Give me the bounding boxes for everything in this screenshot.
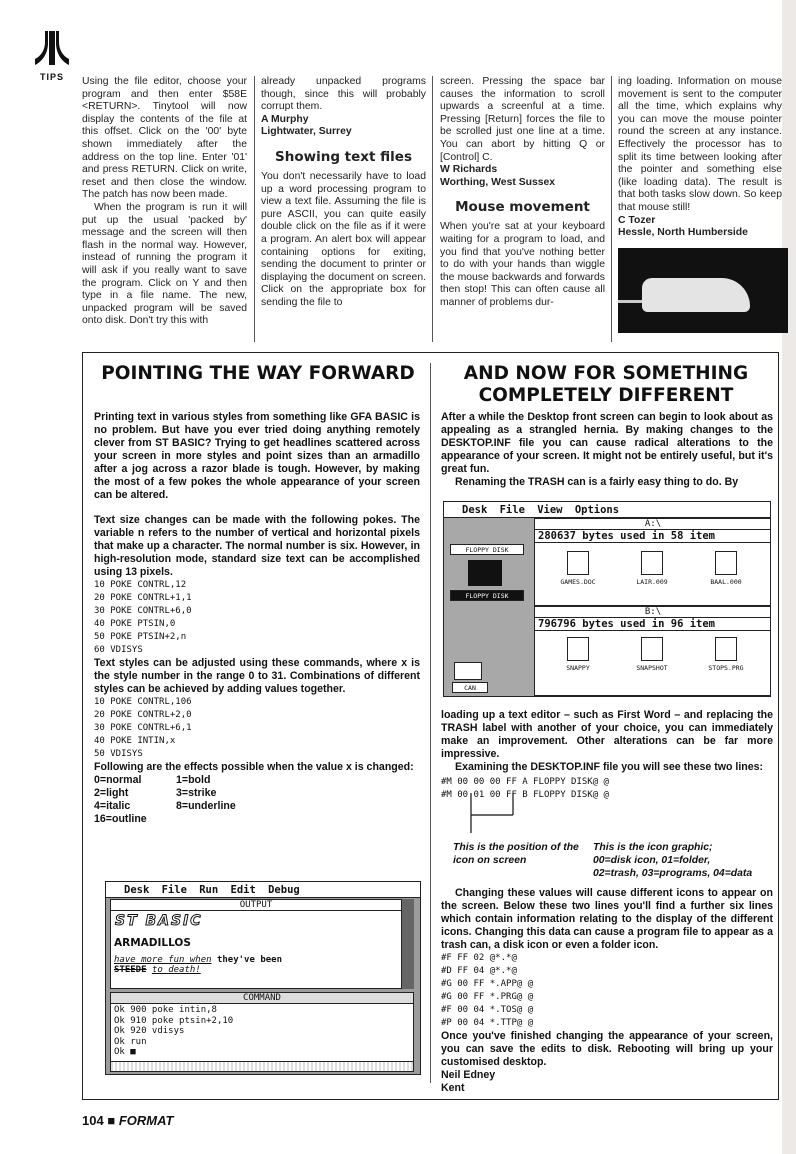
left-heading: POINTING THE WAY FORWARD [101, 363, 415, 384]
window-title: B:\ [535, 607, 771, 618]
page-footer [82, 1113, 173, 1128]
code-line: #P 00 04 *.TTP@ @ [441, 1018, 534, 1028]
page-number: 104 [82, 1113, 104, 1128]
code-block-style [94, 696, 420, 761]
code-line: 20 POKE CONTRL+1,1 [94, 593, 192, 603]
code-line: 20 POKE CONTRL+2,0 [94, 710, 192, 720]
author-place: Lightwater, Surrey [261, 126, 352, 138]
paragraph: When you're sat at your keyboard waiting for a program to load, and you find that you've nothing better to do with your hands than wiggle the mouse backwards and forwards then stop! This can often cause all manner of problems dur- [440, 221, 605, 308]
right-article-bottom [441, 887, 773, 1095]
st-basic-title: ST BASIC [115, 913, 203, 929]
effect-item: 2=light [94, 787, 129, 799]
drive-icon-a[interactable]: FLOPPY DISK [450, 544, 524, 555]
trash-label: CAN [452, 682, 488, 693]
italic-text: have more fun when [114, 955, 212, 965]
file-icon[interactable] [541, 637, 615, 672]
column-divider [611, 76, 612, 342]
gem-desktop-screenshot [443, 501, 771, 697]
command-line: Ok ■ [114, 1047, 136, 1057]
caption-line: This is the icon graphic; [593, 842, 713, 853]
code-line: 10 POKE CONTRL,12 [94, 580, 187, 590]
code-line: 30 POKE CONTRL+6,0 [94, 606, 192, 616]
page-edge-shadow [782, 0, 796, 1154]
column-divider [254, 76, 255, 342]
file-label: GAMES.DOC [560, 578, 596, 586]
magazine-name: FORMAT [118, 1113, 174, 1128]
paragraph: Once you've finished changing the appearance of your screen, you can save the edits to disk. Rebooting will bring up your customised desktop. [441, 1030, 773, 1068]
code-line: #G 00 FF *.APP@ @ [441, 979, 534, 989]
code-line: 60 VDISYS [94, 645, 143, 655]
file-label: BAAL.000 [710, 578, 742, 586]
code-line: #F 00 04 *.TOS@ @ [441, 1005, 534, 1015]
paragraph: loading up a text editor – such as First Word – and replacing the TRASH label with another of your choice, you can immediately make an improvement. Other alterations can be far more impressive. [441, 709, 773, 760]
code-block-size [94, 579, 420, 657]
strike-text: STEEDE [114, 965, 147, 975]
author-name: W Richards [440, 164, 498, 176]
author-name: Neil Edney [441, 1069, 496, 1081]
drive-icon-b[interactable]: FLOPPY DISK [450, 590, 524, 601]
file-icon[interactable] [689, 637, 763, 672]
file-icon[interactable] [615, 551, 689, 586]
code-line: 30 POKE CONTRL+6,1 [94, 723, 192, 733]
styled-text-demo [111, 949, 401, 975]
armadillos-text: ARMADILLOS [114, 937, 191, 949]
effect-item: 1=bold [176, 774, 211, 786]
right-heading: AND NOW FOR SOMETHING COMPLETELY DIFFERENT [463, 363, 749, 406]
code-line: 40 POKE PTSIN,0 [94, 619, 176, 629]
paragraph: Following are the effects possible when the value x is changed: [94, 761, 414, 773]
mouse-image [642, 278, 750, 312]
document-icon [567, 637, 589, 661]
paragraph: You don't necessarily have to load up a word processing program to view a text file. Assuming the file is pure ASCII, you can quite easily double click on the file as if it were a program. An alert box will appear containing options for exiting, sending the document to printer or displaying the document on screen. Click on the appropriate box for sending the file to [261, 170, 426, 308]
effect-item: 16=outline [94, 813, 147, 825]
trash-can-icon [641, 551, 663, 575]
left-article [94, 411, 420, 826]
document-icon [641, 637, 663, 661]
window-title: OUTPUT [111, 900, 401, 911]
window-b [534, 606, 771, 696]
code-line: #G 00 FF *.PRG@ @ [441, 992, 534, 1002]
column-4 [618, 76, 782, 333]
trash-icon[interactable] [454, 662, 482, 680]
code-line: 50 POKE PTSIN+2,n [94, 632, 187, 642]
atari-logo-icon [34, 30, 70, 66]
code-line: #M 00 00 00 FF A FLOPPY DISK@ @ [441, 777, 609, 787]
paragraph: Text size changes can be made with the following pokes. The variable n refers to the number of vertical and horizontal pixels that make up a character. The normal number is six. However, in high-resolution mode, standard size text can be accomplished using 13 pixels. [94, 514, 420, 578]
mouse-photo [618, 248, 788, 333]
feature-box [82, 352, 779, 1100]
scrollbar[interactable] [402, 899, 414, 989]
paragraph: Text styles can be adjusted using these commands, where x is the style number in the range 0 to 31. Combinations of different styles can be achieved by adding values together. [94, 657, 420, 695]
paragraph: Changing these values will cause different icons to appear on the screen. Below these two lines you'll find a further six lines which contain information relating to the display of the different icons. Changing this data can cause a program file to appear as a trash can, a disk icon or even a folder icon. [441, 887, 773, 951]
command-line: Ok 910 poke ptsin+2,10 [114, 1015, 234, 1026]
command-output [111, 1004, 413, 1059]
window-title: A:\ [535, 519, 771, 530]
caption-line: 00=disk icon, 01=folder, [593, 855, 711, 866]
caption-graphic [593, 841, 773, 880]
paragraph: Using the file editor, choose your program and then enter $58E <RETURN>. Tinytool will now display the contents of the file at this offset. Click on the '00' byte shown immediately after the address on the top line. Enter '01' and press RETURN. Click on write, reset and then close the window. The patch has now been made. [82, 76, 247, 201]
command-line: Ok 920 vdisys [114, 1026, 185, 1036]
author-name: A Murphy [261, 113, 309, 125]
paragraph: Examining the DESKTOP.INF file you will see these two lines: [455, 761, 764, 773]
program-icon [715, 637, 737, 661]
subheading: Mouse movement [455, 199, 590, 216]
paragraph: When the program is run it will put up the usual 'packed by' message and the screen will then flash in the normal way. However, instead of running the program it will ask if you really want to save the program. Click on Y and then type in a file name. The new, unpacked program will be saved onto disk. Don't try this with [82, 201, 247, 327]
column-1 [82, 76, 247, 328]
caption-line: 02=trash, 03=programs, 04=data [593, 868, 753, 879]
author-name: C Tozer [618, 214, 656, 226]
window-a [534, 518, 771, 606]
file-icon[interactable] [615, 637, 689, 672]
disk-graphic-icon [468, 560, 502, 586]
command-line: Ok 900 poke intin,8 [114, 1005, 217, 1015]
code-line: #M 00 01 00 FF B FLOPPY DISK@ @ [441, 790, 609, 800]
paragraph: Printing text in various styles from something like GFA BASIC is no problem. But have you ever tried doing anything remotely clever from ST BASIC? Trying to get headlines scattered across your screen in more styles and point sizes than an armadillo after a jog across a razor blade is tough. However, by making the most of a few pokes the whole appearance of your screen can be altered. [94, 411, 420, 501]
code-line: 10 POKE CONTRL,106 [94, 697, 192, 707]
code-line: #D FF 04 @*.*@ [441, 966, 517, 976]
bold-text: they've been [216, 955, 282, 965]
paragraph: ing loading. Information on mouse movement is sent to the computer all the time, which explains why you can move the mouse pointer round the screen at any instance. Effectively the processor has to split its time between looking after the pointer and something else (like loading data). The result is that both tasks slow down. So keep that mouse still! [618, 76, 782, 213]
code-line: 50 VDISYS [94, 749, 143, 759]
file-icon[interactable] [689, 551, 763, 586]
horizontal-scrollbar[interactable] [111, 1061, 413, 1071]
caption-position: This is the position of the icon on screen [453, 842, 579, 866]
author-place: Hessle, North Humberside [618, 227, 748, 239]
column-3 [440, 76, 605, 310]
pointer-arrow-1 [453, 793, 543, 837]
column-divider [432, 76, 433, 342]
box-divider [430, 363, 431, 1083]
window-info: 796796 bytes used in 96 item [535, 618, 771, 631]
file-label: LAIR.009 [636, 578, 668, 586]
underline-text: to death! [151, 965, 201, 975]
output-window [110, 899, 402, 989]
column-2 [261, 76, 426, 310]
paragraph: screen. Pressing the space bar causes the information to scroll upwards a screenful at a time. Pressing [Return] forces the file to be scrolled just one line at a time. You can abort by hitting Q or [Control] C. [440, 76, 605, 163]
effect-item: 4=italic [94, 800, 131, 812]
window-title: COMMAND [111, 993, 413, 1004]
st-basic-screenshot [105, 881, 421, 1075]
square-bullet-icon: ■ [107, 1113, 116, 1128]
author-place: Worthing, West Sussex [440, 176, 556, 188]
document-icon [567, 551, 589, 575]
file-label: SNAPSHOT [636, 664, 668, 672]
command-window [110, 992, 414, 1072]
effect-item: 8=underline [176, 800, 236, 812]
code-line: #F FF 02 @*.*@ [441, 953, 517, 963]
paragraph: After a while the Desktop front screen can begin to look about as appealing as a strangled hernia. By making changes to the DESKTOP.INF file you can cause radical alterations to the appearance of your screen. It might not be entirely useful, but it's great fun. [441, 411, 773, 475]
file-label: STOPS.PRG [708, 664, 744, 672]
effects-list [94, 774, 420, 826]
file-icon[interactable] [541, 551, 615, 586]
effect-item: 0=normal [94, 774, 142, 786]
icon-config-lines [441, 952, 773, 1030]
right-article-top [441, 411, 773, 489]
menu-bar: Desk File Run Edit Debug [106, 882, 420, 898]
right-article-middle [441, 709, 773, 802]
effect-item: 3=strike [176, 787, 217, 799]
author-place: Kent [441, 1082, 465, 1094]
subheading: Showing text files [275, 148, 412, 165]
trash-can-icon [715, 551, 737, 575]
code-line: 40 POKE INTIN,x [94, 736, 176, 746]
atari-tips-logo [34, 30, 70, 82]
command-line: Ok run [114, 1036, 147, 1047]
paragraph: already unpacked programs though, since this will probably corrupt them. [261, 76, 426, 113]
file-label: SNAPPY [566, 664, 590, 672]
window-info: 280637 bytes used in 58 item [535, 530, 771, 543]
paragraph: Renaming the TRASH can is a fairly easy thing to do. By [455, 476, 739, 488]
section-label: TIPS [39, 72, 64, 82]
menu-bar: Desk File View Options [444, 502, 770, 518]
